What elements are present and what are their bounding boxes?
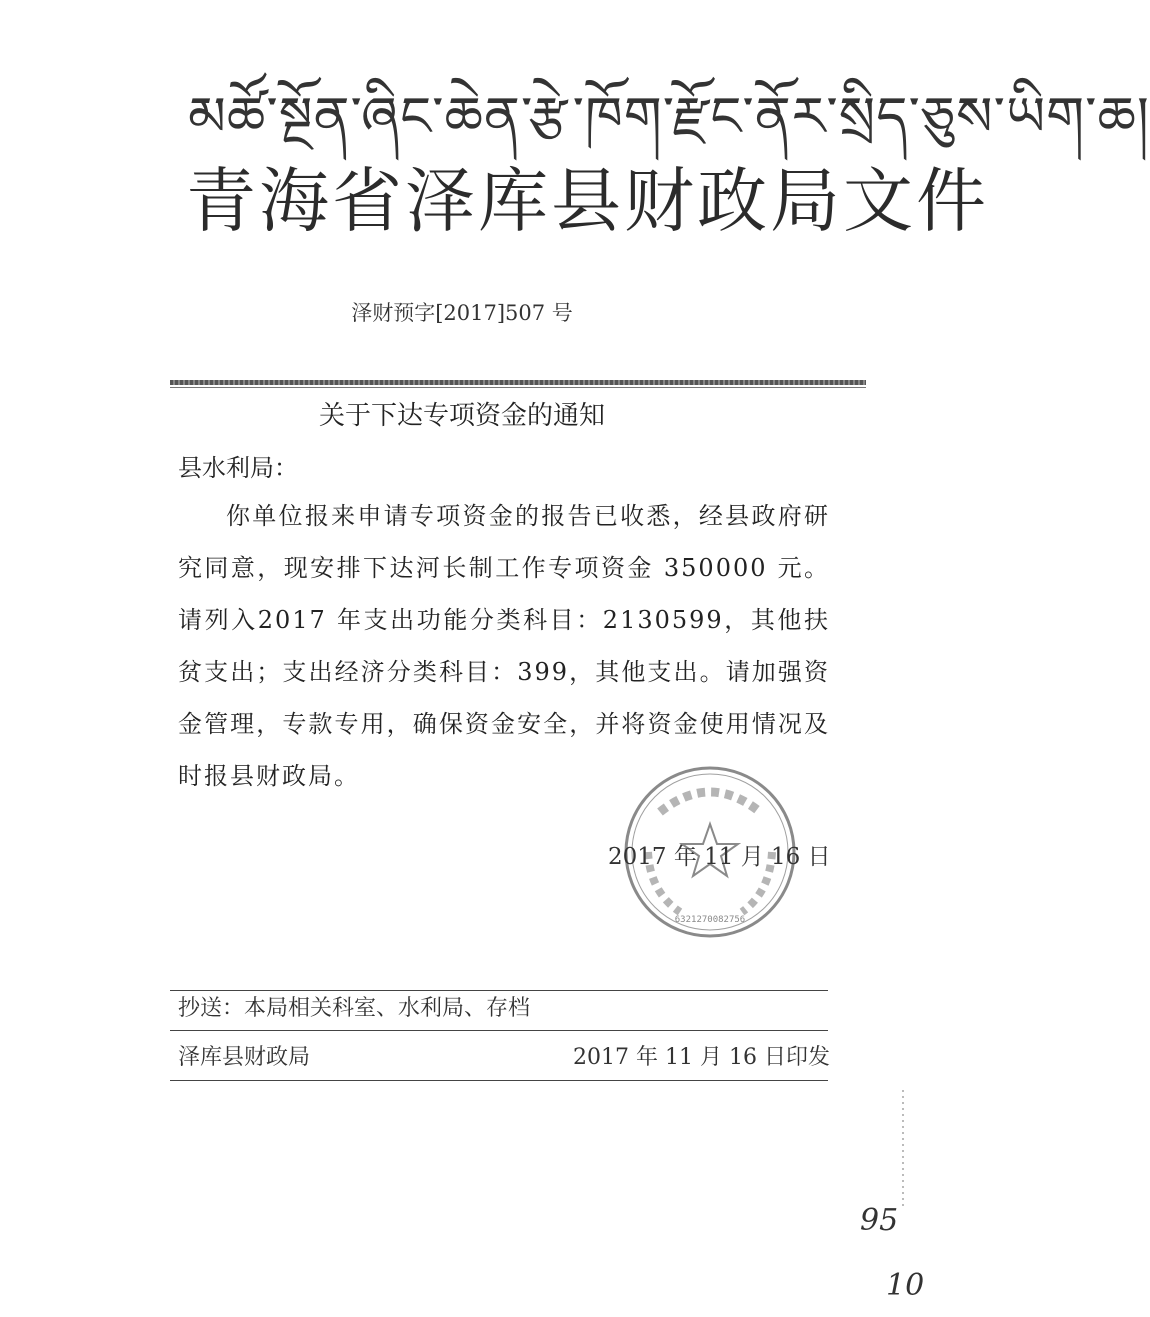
tibetan-header-title: མཚོ་སྔོན་ཞིང་ཆེན་རྩེ་ཁོག་རྫོང་ནོར་སྲིད་ཅུས་ཡིག་ཆ།: [188, 85, 1150, 148]
notice-body: 你单位报来申请专项资金的报告已收悉，经县政府研究同意，现安排下达河长制工作专项资金 350000 元。请列入2017 年支出功能分类科目：2130599，其他扶贫支出；支出经济分类科目：399，其他支出。请加强资金管理，专款专用，确保资金安全，并将资金使用情况及时报县财政局。: [178, 502, 830, 790]
handwritten-note-b: 10: [886, 1268, 925, 1303]
seal-serial: 6321270082756: [674, 915, 746, 925]
notice-date: 2017 年 11 月 16 日: [608, 844, 831, 870]
cc-line: 抄送：本局相关科室、水利局、存档: [178, 996, 531, 1021]
handwritten-page-number: [858, 1200, 925, 1310]
scan-edge-mark: [902, 1090, 904, 1210]
issue-date: 2017 年 11 月 16 日印发: [573, 1045, 830, 1070]
addressee: 县水利局：: [178, 454, 298, 482]
handwritten-note-a: 95: [860, 1203, 899, 1238]
footer-divider-bottom: [170, 1080, 828, 1081]
notice-title: 关于下达专项资金的通知: [318, 401, 605, 431]
header-divider-thick: [170, 380, 866, 385]
document-header-title: 青海省泽库县财政局文件: [186, 160, 989, 242]
footer-divider-top: [170, 990, 828, 991]
footer-divider-middle: [170, 1030, 828, 1031]
header-divider-thin: [170, 387, 866, 388]
issuer: 泽库县财政局: [178, 1045, 311, 1070]
document-number: 泽财预字[2017]507 号: [351, 301, 573, 325]
